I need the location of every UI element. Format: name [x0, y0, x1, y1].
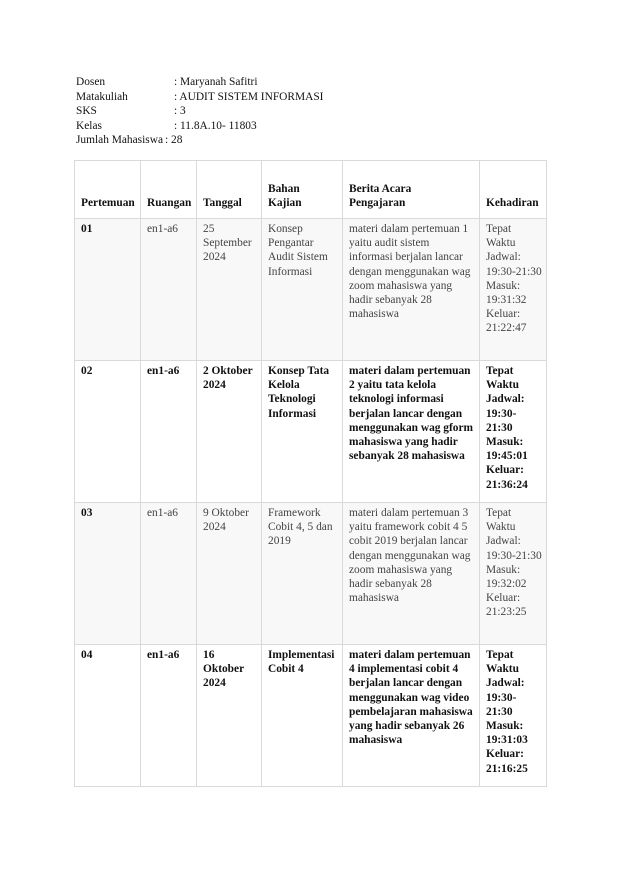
cell-bahan: Konsep Pengantar Audit Sistem Informasi [262, 219, 343, 361]
kehadiran-masuk: Masuk: 19:32:02 [486, 563, 527, 591]
info-value: : AUDIT SISTEM INFORMASI [174, 90, 324, 103]
cell-berita: materi dalam pertemuan 1 yaitu audit sistem informasi berjalan lancar dengan menggunakan wag zoom mahasiswa yang hadir sebanyak 28 mahasiswa [343, 219, 480, 361]
kehadiran-jadwal: Jadwal: 19:30-21:30 [486, 251, 542, 278]
info-jumlah-mahasiswa [76, 133, 323, 148]
cell-pertemuan: 01 [75, 219, 141, 361]
cell-ruangan: en1-a6 [141, 361, 197, 503]
kehadiran-status: Tepat Waktu [486, 223, 516, 250]
info-kelas [76, 119, 323, 134]
cell-bahan: Framework Cobit 4, 5 dan 2019 [262, 503, 343, 645]
info-label: Kelas [76, 119, 102, 132]
table-header-row [75, 161, 547, 219]
cell-tanggal: 9 Oktober 2024 [197, 503, 262, 645]
cell-berita: materi dalam pertemuan 4 implementasi cobit 4 berjalan lancar dengan menggunakan wag video pembelajaran mahasiswa yang hadir sebanyak 26 mahasiswa [343, 645, 480, 787]
cell-kehadiran [480, 361, 547, 503]
kehadiran-jadwal: Jadwal: 19:30-21:30 [486, 677, 525, 718]
kehadiran-status: Tepat Waktu [486, 365, 519, 392]
cell-berita: materi dalam pertemuan 3 yaitu framework cobit 4 5 cobit 2019 berjalan lancar dengan menggunakan wag zoom mahasiswa yang hadir sebanyak 28 mahasiswa [343, 503, 480, 645]
info-label: Dosen [76, 76, 106, 88]
header-bahan-line1: Bahan [268, 182, 300, 195]
header-bahan-line2: Kajian [268, 196, 302, 209]
header-kehadiran: Kehadiran [480, 161, 547, 219]
header-bahan-kajian [262, 161, 343, 219]
cell-pertemuan: 02 [75, 361, 141, 503]
header-berita-line1: Berita Acara [349, 182, 412, 195]
cell-bahan: Konsep Tata Kelola Teknologi Informasi [262, 361, 343, 503]
info-matakuliah [76, 90, 323, 105]
info-label: SKS [76, 105, 97, 117]
cell-ruangan: en1-a6 [141, 503, 197, 645]
table-row [75, 503, 547, 645]
cell-kehadiran [480, 645, 547, 787]
info-label: Jumlah Mahasiswa [76, 134, 163, 146]
info-value: : Maryanah Safitri [174, 76, 258, 88]
header-tanggal: Tanggal [197, 161, 262, 219]
cell-ruangan: en1-a6 [141, 645, 197, 787]
cell-tanggal: 25 September 2024 [197, 219, 262, 361]
kehadiran-masuk: Masuk: 19:31:32 [486, 279, 527, 307]
table-row [75, 645, 547, 787]
info-value: : 3 [174, 105, 186, 117]
attendance-table [74, 160, 547, 787]
info-dosen [76, 75, 323, 90]
kehadiran-keluar: Keluar: 21:23:25 [486, 592, 527, 619]
info-label: Matakuliah [76, 90, 128, 103]
course-info [76, 75, 323, 148]
cell-pertemuan: 04 [75, 645, 141, 787]
info-sks [76, 104, 323, 119]
header-ruangan: Ruangan [141, 161, 197, 219]
kehadiran-jadwal: Jadwal: 19:30-21:30 [486, 393, 525, 434]
table-row [75, 361, 547, 503]
cell-ruangan: en1-a6 [141, 219, 197, 361]
cell-berita: materi dalam pertemuan 2 yaitu tata kelola teknologi informasi berjalan lancar dengan menggunakan wag gform mahasiswa yang hadir sebanyak 28 mahasiswa [343, 361, 480, 503]
cell-pertemuan: 03 [75, 503, 141, 645]
kehadiran-keluar: Keluar: 21:36:24 [486, 464, 528, 491]
kehadiran-keluar: Keluar: 21:22:47 [486, 308, 527, 335]
kehadiran-status: Tepat Waktu [486, 649, 519, 676]
cell-tanggal: 2 Oktober 2024 [197, 361, 262, 503]
kehadiran-masuk: Masuk: 19:45:01 [486, 436, 528, 463]
info-value: : 28 [165, 134, 183, 146]
header-berita-acara [343, 161, 480, 219]
kehadiran-masuk: Masuk: 19:31:03 [486, 720, 528, 747]
cell-kehadiran [480, 503, 547, 645]
cell-tanggal: 16 Oktober 2024 [197, 645, 262, 787]
table-row [75, 219, 547, 361]
kehadiran-keluar: Keluar: 21:16:25 [486, 748, 528, 775]
cell-kehadiran [480, 219, 547, 361]
kehadiran-status: Tepat Waktu [486, 507, 516, 534]
header-berita-line2: Pengajaran [349, 196, 406, 209]
kehadiran-jadwal: Jadwal: 19:30-21:30 [486, 535, 542, 562]
header-pertemuan: Pertemuan [75, 161, 141, 219]
cell-bahan: Implementasi Cobit 4 [262, 645, 343, 787]
info-value: : 11.8A.10- 11803 [174, 119, 257, 132]
